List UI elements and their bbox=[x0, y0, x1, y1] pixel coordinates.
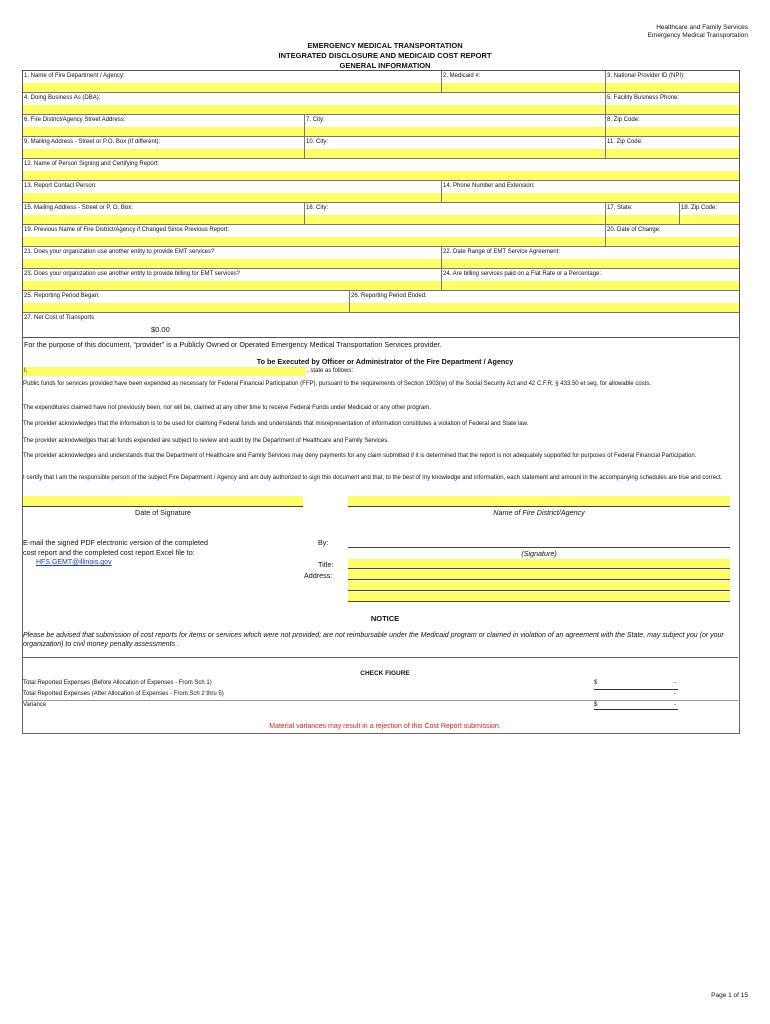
check-row-variance-currency: $ bbox=[594, 702, 598, 708]
fire-district-name-label: Name of Fire District/Agency bbox=[493, 508, 585, 517]
purpose-statement: For the purpose of this document, “provider” is a Publicly Owned or Operated Emergency Medical Transportation Services provider. bbox=[24, 340, 442, 349]
paragraph-deny-payments: The provider acknowledges and understands that the Department of Healthcare and Family Services may deny payments for any claim submitted if it is determined that the report is not adequately supported for purposes of Federal Financial Participation. bbox=[23, 453, 697, 459]
input-fill[interactable] bbox=[23, 83, 441, 92]
field-contact-zip[interactable] bbox=[679, 203, 739, 224]
section-title: GENERAL INFORMATION bbox=[339, 61, 431, 70]
form-row-5 bbox=[23, 159, 739, 181]
input-fill[interactable] bbox=[606, 215, 679, 224]
field-period-began[interactable] bbox=[23, 291, 349, 312]
check-row-after-label: Total Reported Expenses (After Allocation of Expenses - From Sch 2 thru 5) bbox=[23, 691, 224, 697]
i-label: I, bbox=[24, 368, 28, 374]
fire-district-name-input[interactable] bbox=[348, 496, 730, 507]
net-cost-value: $0.00 bbox=[151, 325, 170, 334]
field-label: 4. Doing Business As (DBA): bbox=[24, 95, 101, 101]
form-row-7 bbox=[23, 203, 739, 225]
variance-underline bbox=[594, 709, 678, 710]
state-as-follows: , state as follows: bbox=[307, 368, 354, 374]
field-label: 20. Date of Change: bbox=[607, 227, 661, 233]
field-label: 17. State: bbox=[607, 205, 633, 211]
field-mailing-zip[interactable] bbox=[605, 137, 739, 158]
check-row-variance-label: Variance bbox=[23, 702, 47, 708]
date-of-signature-label: Date of Signature bbox=[135, 508, 191, 517]
field-label: 15. Mailing Address - Street or P. O. Box: bbox=[24, 205, 133, 211]
address-label: Address: bbox=[304, 571, 333, 580]
field-business-phone[interactable] bbox=[605, 93, 739, 114]
input-fill[interactable] bbox=[23, 215, 304, 224]
check-figure-divider bbox=[22, 657, 738, 658]
check-row-before-value: - bbox=[674, 680, 676, 686]
officer-name-input[interactable] bbox=[23, 367, 306, 376]
input-fill[interactable] bbox=[23, 127, 304, 136]
address-input-3[interactable] bbox=[348, 592, 730, 602]
executed-by-heading: To be Executed by Officer or Administrator of the Fire Department / Agency bbox=[256, 357, 514, 366]
field-label: 6. Fire District/Agency Street Address: bbox=[24, 117, 126, 123]
field-label: 7. City: bbox=[306, 117, 325, 123]
field-label: 27. Net Cost of Transports bbox=[24, 315, 95, 321]
field-label: 13. Report Contact Person: bbox=[24, 183, 97, 189]
field-label: 25. Reporting Period Began: bbox=[24, 293, 100, 299]
field-city[interactable] bbox=[304, 115, 605, 136]
input-fill[interactable] bbox=[442, 83, 605, 92]
input-fill[interactable] bbox=[442, 259, 739, 268]
paragraph-not-claimed: The expenditures claimed have not previously been, nor will be, claimed at any other time to receive Federal Funds under Medicaid or any other program. bbox=[23, 405, 431, 411]
field-mailing-city[interactable] bbox=[304, 137, 605, 158]
field-contact-person[interactable] bbox=[23, 181, 441, 202]
check-figure-heading: CHECK FIGURE bbox=[360, 670, 410, 677]
page-subtitle: INTEGRATED DISCLOSURE AND MEDICAID COST REPORT bbox=[278, 51, 492, 60]
field-dba[interactable] bbox=[23, 93, 605, 114]
form-row-2 bbox=[23, 93, 739, 115]
address-input-2[interactable] bbox=[348, 581, 730, 591]
notice-heading: NOTICE bbox=[370, 614, 400, 623]
date-of-signature-input[interactable] bbox=[23, 496, 303, 507]
field-label: 1. Name of Fire Department / Agency: bbox=[24, 73, 125, 79]
paragraph-certify: I certify that I am the responsible person of the subject Fire Department / Agency and am duly authorized to sign this document and that, to the best of my knowledge and information, each statement and amount in the accompanying schedules are true and correct. bbox=[23, 475, 723, 481]
form-row-6 bbox=[23, 181, 739, 203]
field-medicaid-number[interactable] bbox=[441, 71, 605, 92]
field-label: 26. Reporting Period Ended: bbox=[351, 293, 427, 299]
form-row-8 bbox=[23, 225, 739, 247]
input-fill[interactable] bbox=[23, 237, 605, 246]
field-previous-name[interactable] bbox=[23, 225, 605, 246]
input-fill[interactable] bbox=[23, 193, 441, 202]
paragraph-ffp: Public funds for services provided have been expended as necessary for Federal Financial Participation (FFP), pursuant to the requirements of Section 1903(w) of the Social Security Act and 42 C.F.R. § 433.50 et seq. for allowable costs. bbox=[23, 381, 651, 387]
signature-label: (Signature) bbox=[521, 549, 557, 558]
check-row-before-label: Total Reported Expenses (Before Allocation of Expenses - From Sch 1) bbox=[23, 680, 212, 686]
field-other-entity-billing[interactable] bbox=[23, 269, 441, 290]
input-fill[interactable] bbox=[23, 259, 441, 268]
input-fill[interactable] bbox=[606, 149, 739, 158]
field-fire-department-name[interactable] bbox=[23, 71, 441, 92]
form-row-1 bbox=[23, 71, 739, 93]
field-label: 21. Does your organization use another entity to provide EMT services? bbox=[24, 249, 215, 255]
input-fill[interactable] bbox=[606, 237, 739, 246]
field-label: 16. City: bbox=[306, 205, 329, 211]
email-link[interactable]: HFS.GEMT@illinois.gov bbox=[36, 559, 112, 566]
form-row-11 bbox=[23, 291, 739, 313]
field-label: 22. Date Range of EMT Service Agreement: bbox=[443, 249, 560, 255]
input-fill[interactable] bbox=[442, 193, 739, 202]
field-billing-rate-type[interactable] bbox=[441, 269, 739, 290]
input-fill[interactable] bbox=[606, 83, 739, 92]
signature-input[interactable] bbox=[348, 537, 730, 548]
field-mailing-address[interactable] bbox=[23, 137, 304, 158]
field-agreement-date-range[interactable] bbox=[441, 247, 739, 268]
field-label: 12. Name of Person Signing and Certifying Report: bbox=[24, 161, 160, 167]
field-certifying-person[interactable] bbox=[23, 159, 739, 180]
field-contact-state[interactable] bbox=[605, 203, 679, 224]
check-underline bbox=[594, 689, 678, 690]
field-other-entity-emt[interactable] bbox=[23, 247, 441, 268]
form-row-4 bbox=[23, 137, 739, 159]
by-label: By: bbox=[318, 538, 329, 547]
address-input-1[interactable] bbox=[348, 570, 730, 580]
title-label: Title: bbox=[318, 560, 334, 569]
field-label: 18. Zip Code: bbox=[681, 205, 718, 211]
field-label: 2. Medicaid #: bbox=[443, 73, 481, 79]
input-fill[interactable] bbox=[305, 215, 605, 224]
field-zip[interactable] bbox=[605, 115, 739, 136]
program-name: Emergency Medical Transportation bbox=[647, 32, 748, 39]
input-fill[interactable] bbox=[305, 127, 605, 136]
general-information-form bbox=[22, 70, 740, 338]
input-fill[interactable] bbox=[23, 303, 349, 312]
input-fill[interactable] bbox=[23, 281, 441, 290]
title-input[interactable] bbox=[348, 559, 730, 569]
variance-divider bbox=[22, 700, 738, 701]
variance-warning: Material variances may result in a rejection of this Cost Report submission. bbox=[269, 723, 501, 730]
notice-text: Please be advised that submission of cost reports for items or services which were not provided; are not reimbursable under the Medicaid program or claimed in violation of an agreement with the State, may subject you (or your organization) to civil money penalty assessments . bbox=[23, 632, 724, 648]
input-fill[interactable] bbox=[680, 215, 739, 224]
input-fill[interactable] bbox=[442, 281, 739, 290]
field-label: 3. National Provider ID (NPI): bbox=[607, 73, 685, 79]
paragraph-federal-funds: The provider acknowledges that the information is to be used for claiming Federal funds and understands that misrepresentation of information constitutes a violation of Federal and State law. bbox=[23, 421, 529, 427]
input-fill[interactable] bbox=[305, 149, 605, 158]
field-label: 24. Are billing services paid on a Flat Rate or a Percentage: bbox=[443, 271, 602, 277]
field-label: 9. Mailing Address - Street or P.O. Box (If different): bbox=[24, 139, 161, 145]
input-fill[interactable] bbox=[23, 149, 304, 158]
field-label: 10. City: bbox=[306, 139, 329, 145]
input-fill[interactable] bbox=[23, 105, 605, 114]
paragraph-audit: The provider acknowledges that all funds expended are subject to review and audit by the Department of Healthcare and Family Services. bbox=[23, 438, 389, 444]
field-street-address[interactable] bbox=[23, 115, 304, 136]
page-number: Page 1 of 15 bbox=[711, 992, 748, 999]
field-label: 19. Previous Name of Fire District/Agency if Changed Since Previous Report: bbox=[24, 227, 230, 233]
field-label: 23. Does your organization use another entity to provide billing for EMT services? bbox=[24, 271, 241, 277]
field-label: 11. Zip Code: bbox=[607, 139, 643, 145]
form-row-9 bbox=[23, 247, 739, 269]
check-row-after-value: - bbox=[674, 691, 676, 697]
form-row-3 bbox=[23, 115, 739, 137]
field-date-of-change[interactable] bbox=[605, 225, 739, 246]
email-instruction-1: E-mail the signed PDF electronic version of the completed bbox=[23, 538, 208, 547]
field-npi[interactable] bbox=[605, 71, 739, 92]
input-fill[interactable] bbox=[606, 127, 739, 136]
form-row-10 bbox=[23, 269, 739, 291]
input-fill[interactable] bbox=[350, 303, 739, 312]
field-contact-mailing-address[interactable] bbox=[23, 203, 304, 224]
field-period-ended[interactable] bbox=[349, 291, 739, 312]
field-label: 5. Facility Business Phone: bbox=[607, 95, 680, 101]
field-label: 8. Zip Code: bbox=[607, 117, 640, 123]
page-title: EMERGENCY MEDICAL TRANSPORTATION bbox=[307, 41, 463, 50]
field-phone-extension[interactable] bbox=[441, 181, 739, 202]
check-row-before-currency: $ bbox=[594, 680, 598, 686]
field-label: 14. Phone Number and Extension: bbox=[443, 183, 535, 189]
check-row-variance-value: - bbox=[674, 702, 676, 708]
input-fill[interactable] bbox=[606, 105, 739, 114]
field-contact-city[interactable] bbox=[304, 203, 605, 224]
email-instruction-2: cost report and the completed cost report Excel file to: bbox=[23, 548, 195, 557]
agency-name: Healthcare and Family Services bbox=[656, 24, 748, 31]
input-fill[interactable] bbox=[23, 171, 739, 180]
